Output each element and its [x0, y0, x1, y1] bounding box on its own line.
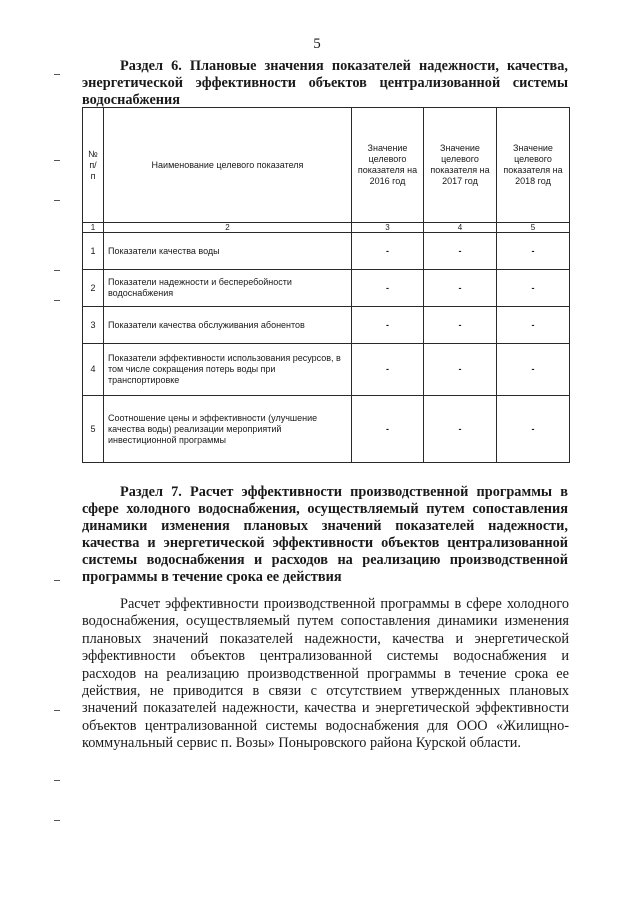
indicator-name: Показатели качества обслуживания абонентов: [104, 307, 352, 344]
table-row: [83, 396, 570, 463]
value-2018: -: [497, 344, 570, 396]
column-number: 1: [83, 223, 104, 233]
section-7-paragraph: Расчет эффективности производственной программы в сфере холодного водоснабжения, осуществляемый путем сопоставления динамики изменения плановых значений показателей надежности, качества и энергетической эффективности объектов централизованной системы водоснабжения и расходов на реализацию производственной программы в течение срока ее действия, не приводится в связи с отсутствием утвержденных плановых значений показателей надежности, качества и энергетической эффективности объектов централизованной системы водоснабжения для ООО «Жилищно-коммунальный сервис п. Возы» Поныровского района Курской области.: [82, 596, 569, 752]
value-2018: -: [497, 233, 570, 270]
scan-margin-mark: [54, 710, 60, 711]
column-number: 2: [104, 223, 352, 233]
value-2016: -: [352, 233, 424, 270]
value-2017: -: [424, 307, 497, 344]
value-2016: -: [352, 307, 424, 344]
indicator-name: Соотношение цены и эффективности (улучшение качества воды) реализации мероприятий инвестиционной программы: [104, 396, 352, 463]
scan-margin-mark: [54, 270, 60, 271]
target-indicators-table: [82, 107, 570, 463]
row-number: 3: [83, 307, 104, 344]
row-number: 2: [83, 270, 104, 307]
header-value-2017: Значение целевого показателя на 2017 год: [424, 108, 497, 223]
table-header-row: [83, 108, 570, 223]
value-2018: -: [497, 396, 570, 463]
scan-margin-mark: [54, 780, 60, 781]
table-row: [83, 233, 570, 270]
column-number-row: [83, 223, 570, 233]
value-2016: -: [352, 396, 424, 463]
value-2017: -: [424, 396, 497, 463]
value-2017: -: [424, 344, 497, 396]
header-value-2016: Значение целевого показателя на 2016 год: [352, 108, 424, 223]
scan-margin-mark: [54, 200, 60, 201]
table-row: [83, 344, 570, 396]
row-number: 4: [83, 344, 104, 396]
row-number: 1: [83, 233, 104, 270]
column-number: 4: [424, 223, 497, 233]
table-row: [83, 307, 570, 344]
row-number: 5: [83, 396, 104, 463]
value-2018: -: [497, 307, 570, 344]
scan-margin-mark: [54, 160, 60, 161]
value-2016: -: [352, 344, 424, 396]
value-2018: -: [497, 270, 570, 307]
table-row: [83, 270, 570, 307]
section-7-heading: Раздел 7. Расчет эффективности производственной программы в сфере холодного водоснабжения, осуществляемый путем сопоставления динамики изменения плановых значений показателей надежности, качества и энергетической эффективности объектов централизованной системы водоснабжения и расходов на реализацию производственной программы в течение срока ее действия: [82, 484, 568, 585]
scan-margin-mark: [54, 820, 60, 821]
header-value-2018: Значение целевого показателя на 2018 год: [497, 108, 570, 223]
scan-margin-mark: [54, 74, 60, 75]
section-6-heading: Раздел 6. Плановые значения показателей надежности, качества, энергетической эффективности объектов централизованной системы водоснабжения: [82, 58, 568, 108]
scan-margin-mark: [54, 300, 60, 301]
indicator-name: Показатели надежности и бесперебойности водоснабжения: [104, 270, 352, 307]
header-num: № п/п: [83, 108, 104, 223]
header-indicator-name: Наименование целевого показателя: [104, 108, 352, 223]
page-number: 5: [313, 36, 321, 52]
value-2016: -: [352, 270, 424, 307]
column-number: 5: [497, 223, 570, 233]
value-2017: -: [424, 233, 497, 270]
column-number: 3: [352, 223, 424, 233]
value-2017: -: [424, 270, 497, 307]
indicator-name: Показатели качества воды: [104, 233, 352, 270]
scan-margin-mark: [54, 580, 60, 581]
indicator-name: Показатели эффективности использования ресурсов, в том числе сокращения потерь воды при транспортировке: [104, 344, 352, 396]
